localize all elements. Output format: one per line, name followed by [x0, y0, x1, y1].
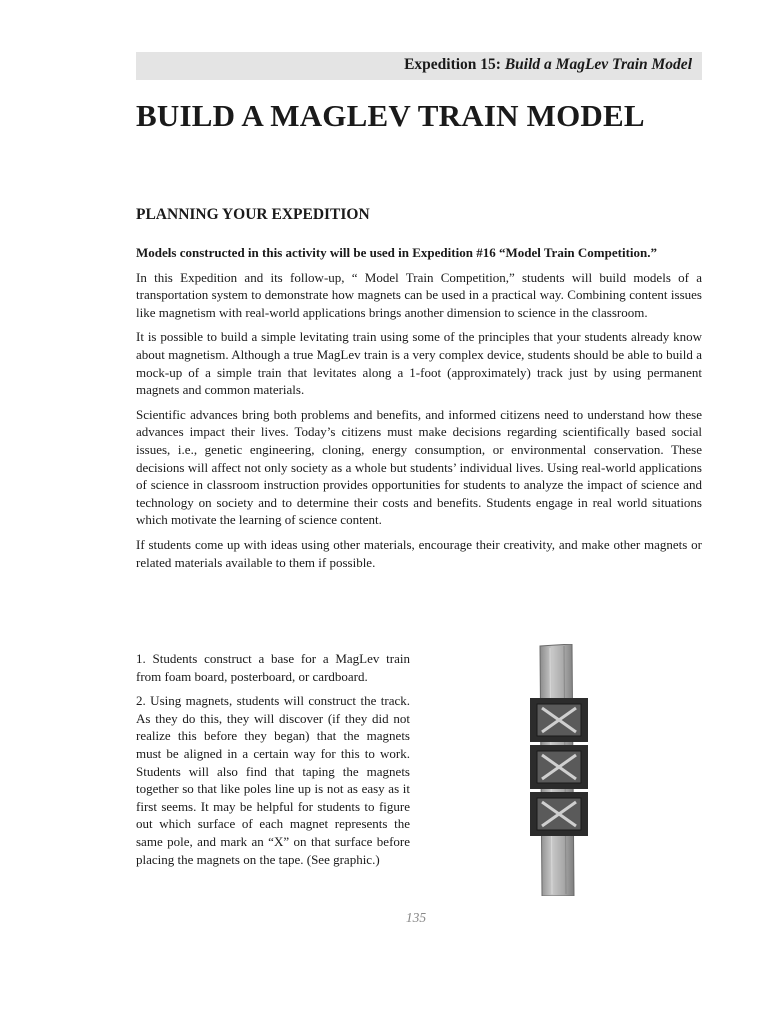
paragraph: If students come up with ideas using other materials, encourage their creativity, and make other magnets or related materials available to them if possible. — [136, 536, 702, 570]
magnet-block — [530, 745, 588, 789]
running-header — [136, 52, 702, 80]
running-header-text — [404, 56, 692, 74]
section-heading: PLANNING YOUR EXPEDITION — [136, 206, 370, 223]
page-title: BUILD A MAGLEV TRAIN MODEL — [136, 98, 645, 133]
step-item: 1. Students construct a base for a MagLev train from foam board, posterboard, or cardboard. — [136, 651, 410, 684]
page-number: 135 — [405, 910, 427, 925]
intro-note: Models constructed in this activity will be used in Expedition #16 “Model Train Competition.” — [136, 245, 657, 260]
paragraph: Scientific advances bring both problems and benefits, and informed citizens need to understand how these advances impact their lives. Today’s citizens must make decisions regarding scientifically based social issues, i.e., genetic engineering, cloning, energy consumption, or environmental conservation. These decisions will affect not only society as a whole but students’ individual lives. Using real-world applications of science in classroom instruction provides opportunities for students to analyze the impact of science and technology on society and to determine their costs and benefits. Students engage in real world situations which motivate the learning of science content. — [136, 406, 702, 528]
magnet-block — [530, 792, 588, 836]
expedition-title: Build a MagLev Train Model — [504, 56, 692, 73]
steps-list — [136, 650, 410, 875]
paragraph: In this Expedition and its follow-up, “ Model Train Competition,” students will build models of a transportation system to demonstrate how magnets can be used in a practical way. Combining content issues like magnetism with real-world applications brings another dimension to science in the classroom. — [136, 269, 702, 320]
expedition-number: Expedition 15: — [404, 56, 501, 73]
paragraph: It is possible to build a simple levitating train using some of the principles that your students already know about magnetism. Although a true MagLev train is a very complex device, students should be able to build a mock-up of a simple train that levitates along a 1-foot (approximately) track just by using permanent magnets and common materials. — [136, 329, 702, 398]
magnet-track-graphic — [528, 644, 590, 896]
magnet-block — [530, 698, 588, 742]
body-text — [136, 244, 702, 578]
step-item: 2. Using magnets, students will construct the track. As they do this, they will discover (if they did not realize this before they began) that the magnets must be aligned in a certain way for this to work. Students will also find that taping the magnets together so that like poles line up is not as easy as it first seems. It may be helpful for students to figure out which surface of each magnet represents the same pole, and mark an “X” on that surface before placing the magnets on the tape. (See graphic.) — [136, 693, 410, 867]
